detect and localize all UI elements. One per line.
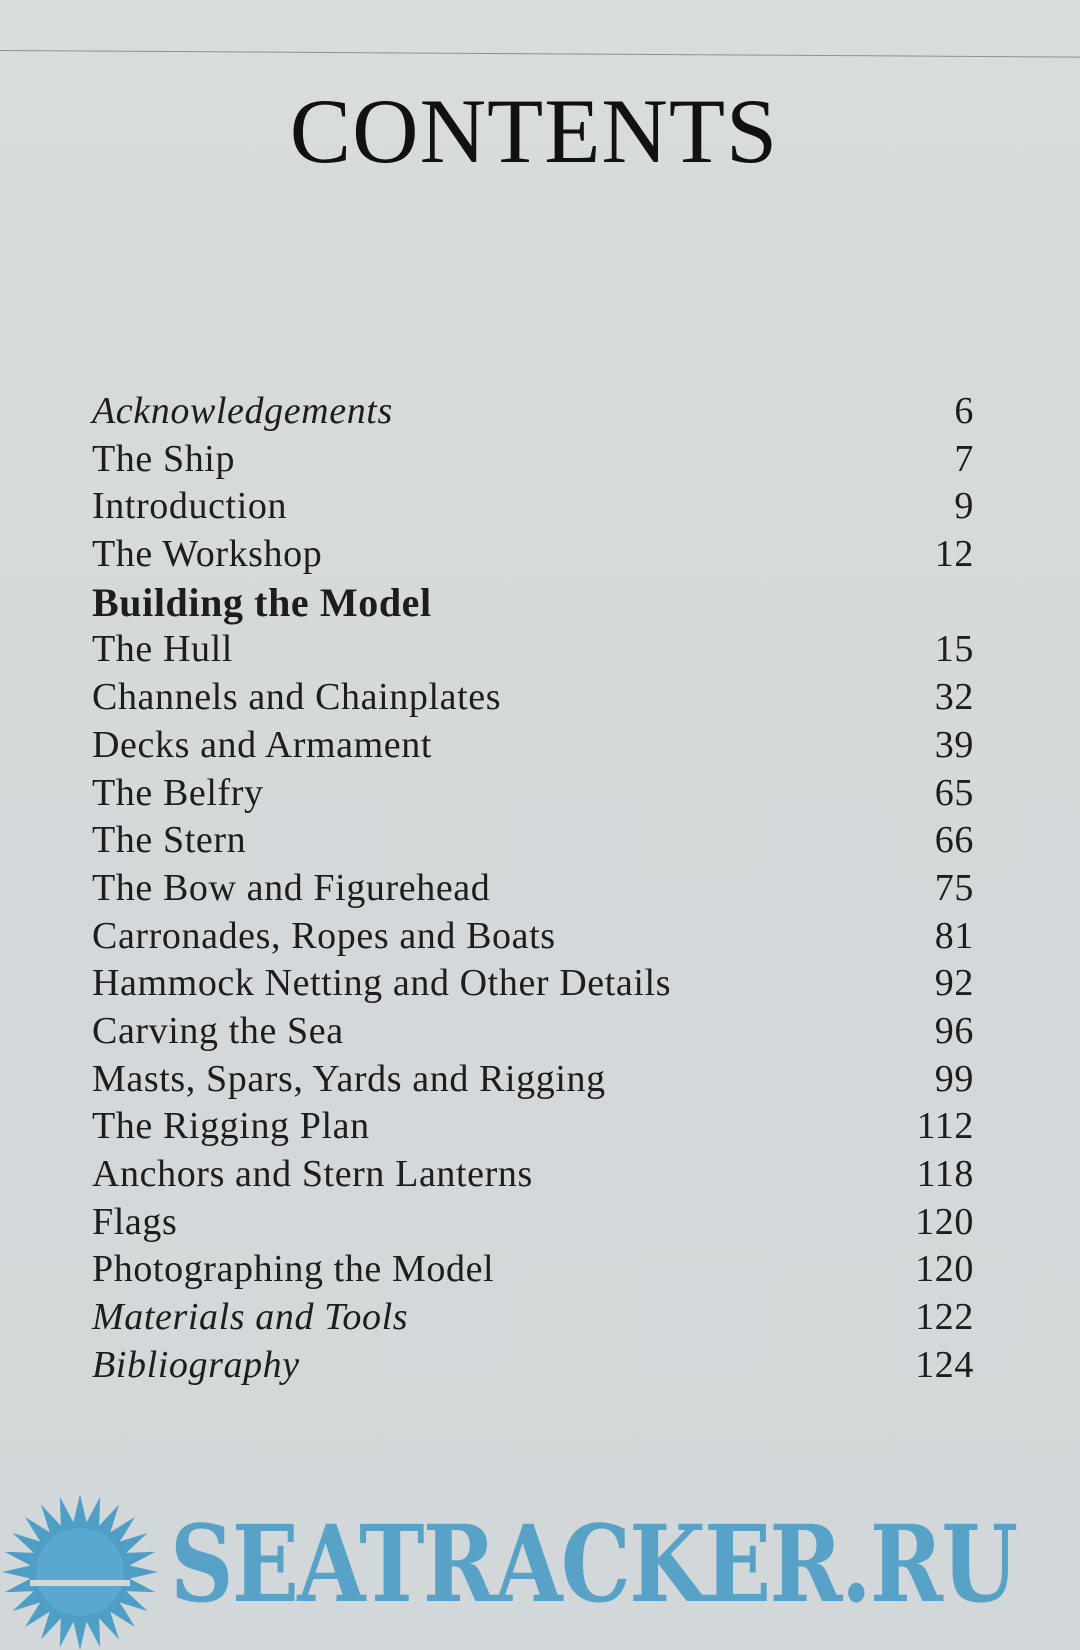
toc-entry-title: Masts, Spars, Yards and Rigging — [92, 1057, 606, 1100]
toc-section-title: Building the Model — [92, 579, 432, 625]
toc-entry — [92, 960, 974, 1008]
toc-entry-title: Anchors and Stern Lanterns — [92, 1153, 533, 1195]
toc-entry-title: Materials and Tools — [92, 1296, 409, 1339]
toc-entry-title: The Ship — [92, 437, 236, 480]
toc-entry-page: 120 — [915, 1248, 974, 1291]
toc-entry-title: The Bow and Figurehead — [92, 866, 491, 909]
toc-entry — [92, 531, 974, 579]
toc-entry — [92, 817, 974, 865]
toc-entry — [92, 674, 974, 722]
toc-entry-page: 112 — [916, 1105, 974, 1148]
toc-entry — [92, 388, 974, 436]
toc-entry-page: 99 — [934, 1057, 974, 1100]
sun-icon — [0, 1492, 160, 1650]
toc-entry — [92, 626, 974, 674]
watermark-text: SEATRACKER.RU — [170, 1501, 1017, 1626]
toc-section-heading — [92, 579, 974, 627]
page-top-rule — [0, 50, 1080, 58]
toc-entry-page: 122 — [915, 1296, 974, 1339]
toc-entry-title: The Stern — [92, 819, 247, 862]
toc-entry-page: 118 — [916, 1153, 974, 1195]
watermark — [0, 1492, 1080, 1650]
toc-entry — [92, 1056, 974, 1104]
toc-entry-title: The Workshop — [92, 533, 323, 576]
toc-entry-page: 9 — [954, 485, 974, 528]
toc-entry-page: 12 — [934, 533, 974, 576]
toc-entry-title: The Hull — [92, 628, 233, 671]
toc-entry-title: The Rigging Plan — [92, 1105, 370, 1148]
toc-entry-page: 6 — [954, 390, 974, 432]
toc-entry-title: Introduction — [92, 485, 288, 528]
toc-entry — [92, 770, 974, 818]
toc-entry-page: 120 — [915, 1200, 974, 1243]
toc-entry-title: Carving the Sea — [92, 1009, 344, 1052]
toc-entry — [92, 722, 974, 770]
toc-entry-title: Decks and Armament — [92, 723, 433, 766]
toc-entry — [92, 1151, 974, 1199]
toc-entry — [92, 1199, 974, 1247]
page-title: CONTENTS — [289, 80, 779, 182]
toc-entry-title: Channels and Chainplates — [92, 676, 502, 719]
toc-entry-title: Carronades, Ropes and Boats — [92, 914, 556, 957]
table-of-contents — [92, 388, 974, 1389]
toc-entry-page: 39 — [934, 723, 974, 766]
toc-entry — [92, 436, 974, 484]
toc-entry — [92, 1008, 974, 1056]
toc-entry-page: 65 — [934, 771, 974, 814]
toc-entry-page: 15 — [934, 628, 974, 671]
toc-entry — [92, 1246, 974, 1294]
toc-entry — [92, 865, 974, 913]
toc-entry-title: Flags — [92, 1200, 178, 1243]
toc-entry-title: The Belfry — [92, 771, 264, 814]
toc-entry-title: Bibliography — [92, 1343, 300, 1386]
toc-entry-page: 7 — [954, 437, 974, 480]
toc-entry — [92, 1294, 974, 1342]
toc-entry-page: 124 — [915, 1343, 974, 1386]
toc-entry — [92, 1103, 974, 1151]
toc-entry — [92, 913, 974, 961]
toc-entry-title: Hammock Netting and Other Details — [92, 962, 672, 1005]
toc-entry-page: 32 — [934, 676, 974, 719]
toc-entry-page: 66 — [934, 819, 974, 862]
toc-entry-title: Photographing the Model — [92, 1248, 495, 1291]
toc-entry-page: 81 — [934, 914, 974, 957]
toc-entry — [92, 1342, 974, 1390]
toc-entry-page: 92 — [934, 962, 974, 1005]
toc-entry — [92, 483, 974, 531]
toc-entry-page: 96 — [934, 1009, 974, 1052]
toc-entry-page: 75 — [934, 866, 974, 909]
toc-entry-title: Acknowledgements — [92, 390, 393, 432]
